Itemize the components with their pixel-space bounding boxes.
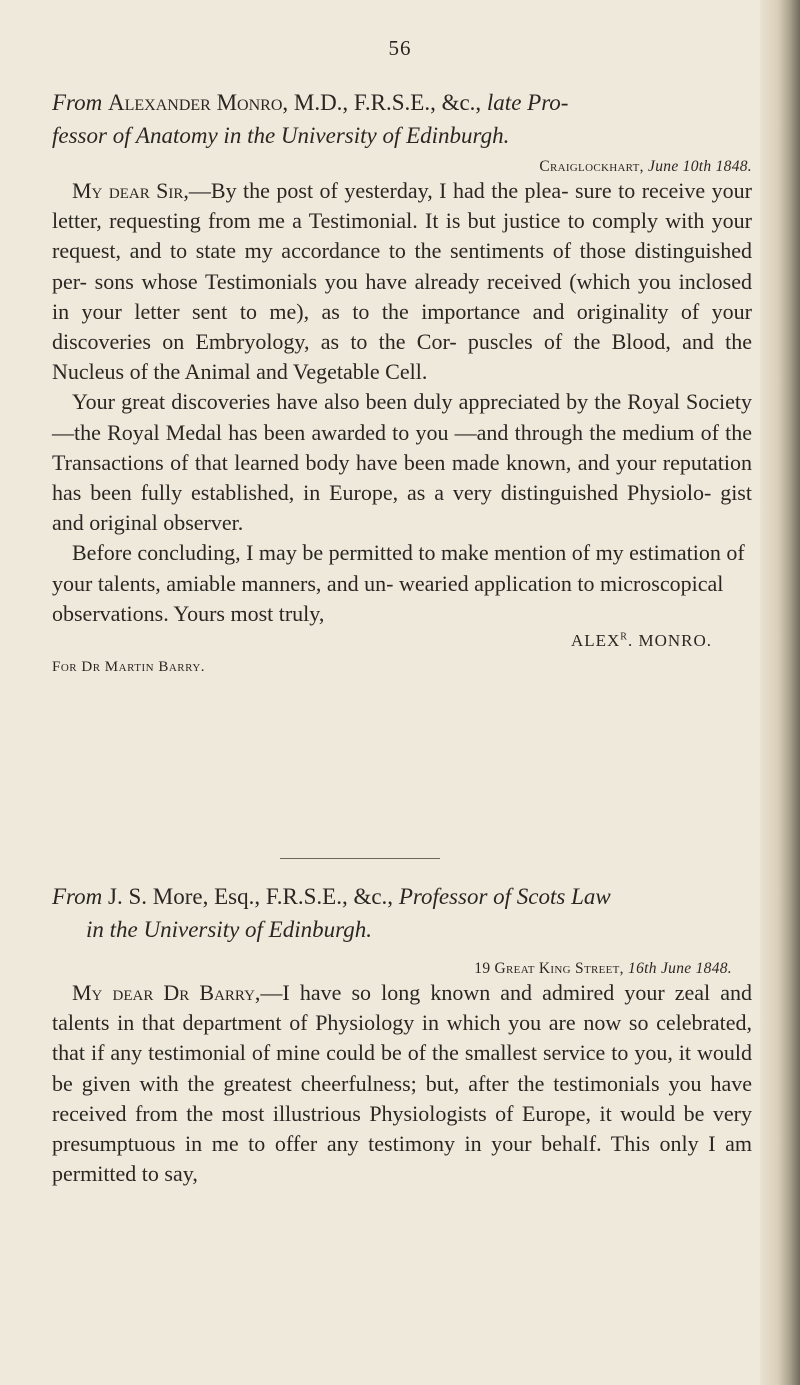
- salutation: My dear Sir,: [72, 178, 189, 203]
- letter-more: [52, 880, 752, 1189]
- dateline: [52, 960, 752, 978]
- signature-surname: . MONRO.: [627, 631, 712, 651]
- signature-sup: R: [620, 631, 628, 643]
- signature-block: [52, 629, 752, 685]
- letter-heading: [52, 86, 752, 152]
- page-edge-shadow: [760, 0, 800, 1385]
- page-number: 56: [388, 36, 412, 60]
- letter-monro: [52, 86, 752, 685]
- letter-heading: [52, 880, 752, 946]
- letter-paragraph: [52, 538, 752, 629]
- author-name: J. S. More,: [102, 884, 209, 909]
- paragraph-text: —I have so long known and admired your zeal and talents in that department of Physiology in which you are now so celebrated, that if any testimonial of mine could be of the smallest service to you, it would be given with the greatest cheerfulness; but, after the testimonials you have received from the most illustrious Physiologists of Europe, it would be very presumptuous in me to offer any testimony in your behalf. This only I am permitted to say,: [52, 980, 753, 1187]
- section-divider: [280, 858, 440, 859]
- signature: [571, 631, 712, 651]
- heading-from: From: [52, 884, 103, 909]
- author-role-line2: in the University of Edinburgh.: [86, 917, 372, 942]
- author-titles: M.D., F.R.S.E., &c.,: [288, 90, 482, 115]
- letter-paragraph: [52, 978, 752, 1189]
- signature-name: ALEX: [570, 631, 621, 651]
- dateline-date: June 10th 1848.: [648, 158, 752, 175]
- author-role-line1: late Pro-: [481, 90, 569, 115]
- letter-paragraph: [52, 387, 752, 538]
- dateline-place: 19 Great King Street,: [474, 960, 624, 977]
- dateline-place: Craiglockhart,: [539, 158, 644, 175]
- author-role-line1: Professor of Scots Law: [393, 884, 611, 909]
- dateline-date: 16th June 1848.: [628, 960, 732, 977]
- paragraph-text: Your great discoveries have also been duly appreciated by the Royal Society—the Royal Medal has been awarded to you —and through the medium of the Transactions of that learned body have been made known, and your reputation has been fully established, in Europe, as a very distinguished Physiolo- gist and original observer.: [52, 389, 752, 536]
- dateline: [52, 158, 752, 176]
- heading-from: From: [52, 90, 103, 115]
- author-titles: Esq., F.R.S.E., &c.,: [208, 884, 394, 909]
- recipient-line: For Dr Martin Barry.: [52, 659, 206, 676]
- salutation: My dear Dr Barry,: [72, 980, 261, 1005]
- letter-paragraph: [52, 176, 752, 387]
- paragraph-text: Before concluding, I may be permitted to make mention of my estimation of your talents, amiable manners, and un- wearied application to microscopical observations. Yours most truly,: [52, 540, 745, 626]
- author-name: Alexander Monro,: [108, 90, 289, 115]
- paragraph-text: —By the post of yesterday, I had the plea- sure to receive your letter, requesting from me a Testimonial. It is but justice to comply with your request, and to state my accordance to the sentiments of those distinguished per- sons whose Testimonials you have already received (which you inclosed in your letter sent to me), as to the importance and originality of your discoveries on Embryology, as to the Cor- puscles of the Blood, and the Nucleus of the Animal and Vegetable Cell.: [52, 178, 752, 385]
- author-role-line2: fessor of Anatomy in the University of Edinburgh.: [52, 123, 510, 148]
